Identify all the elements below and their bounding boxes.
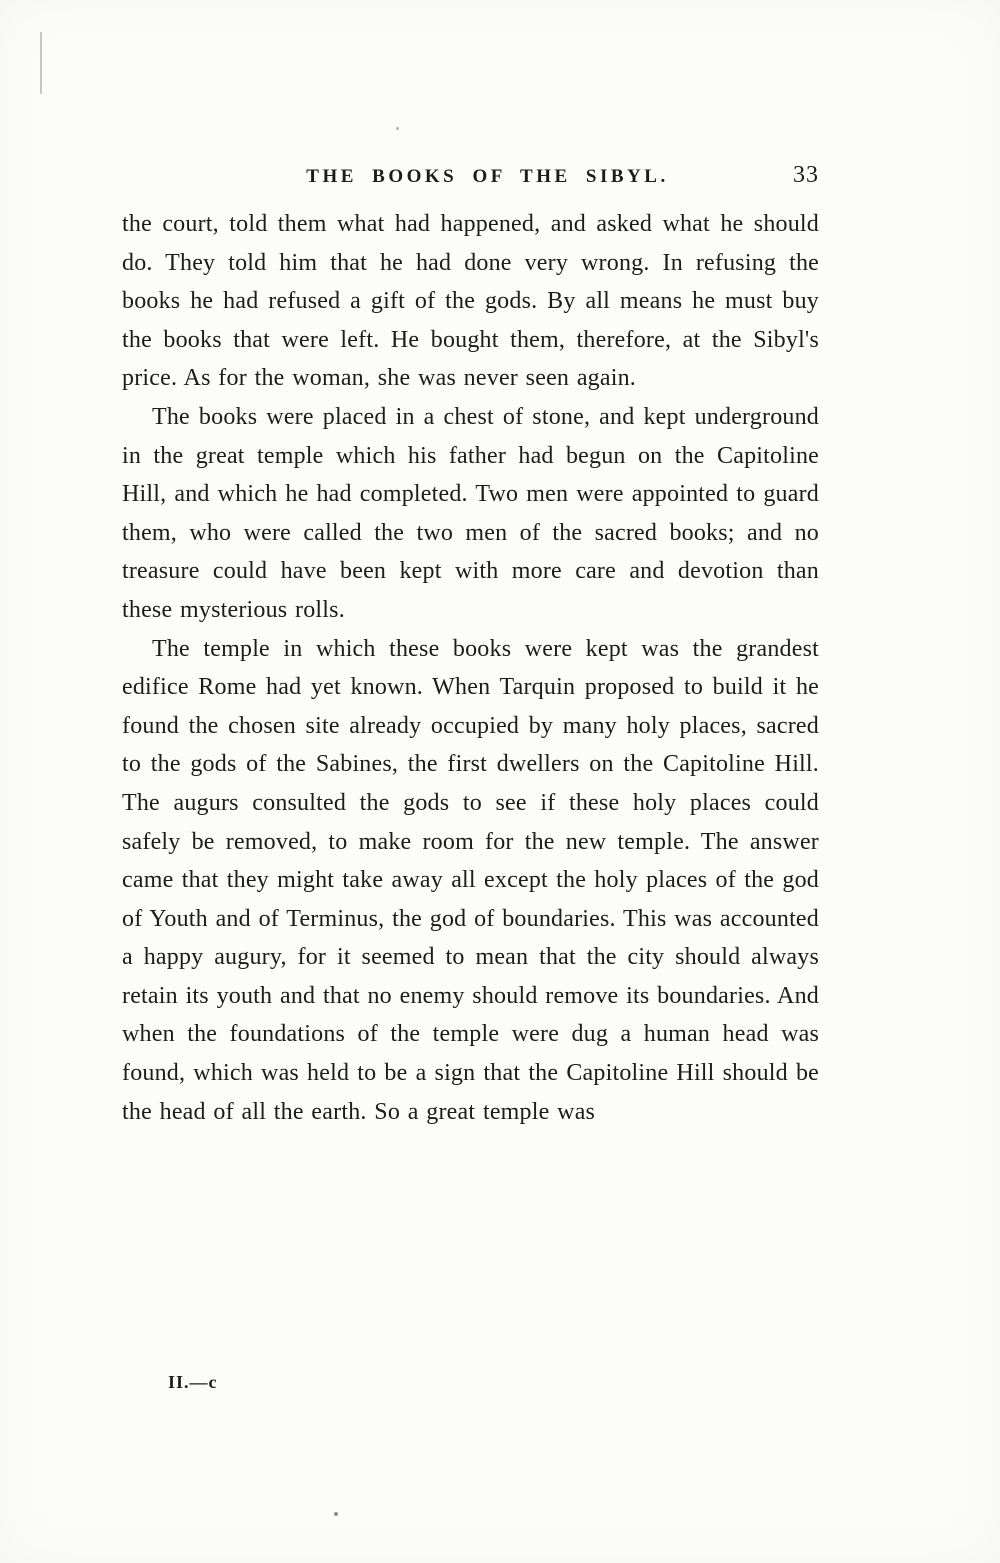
paragraph-2: The books were placed in a chest of stone, and kept underground in the great temple which his father had begun on the Capitoline Hill, and which he had completed. Two men were appointed to guard them, who were called the two men of the sacred books; and no treasure could have been kept with more care and devotion than these mysterious rolls. xyxy=(122,403,819,623)
scan-artifact-dot xyxy=(396,127,399,130)
signature-mark: II.—c xyxy=(168,1372,218,1392)
page-body xyxy=(122,205,819,1131)
paragraph-1: the court, told them what had happened, and asked what he should do. They told him that he had done very wrong. In refusing the books he had refused a gift of the gods. By all means he must buy the books that were left. He bought them, therefore, at the Sibyl's price. As for the woman, she was never seen again. xyxy=(122,211,819,392)
page-number: 33 xyxy=(793,162,819,188)
paragraph-3: The temple in which these books were kept was the grandest edifice Rome had yet known. When Tarquin proposed to build it he found the chosen site already occupied by many holy places, sacred to the gods of the Sabines, the first dwellers on the Capitoline Hill. The augurs consulted the gods to see if these holy places could safely be removed, to make room for the new temple. The answer came that they might take away all except the holy places of the god of Youth and of Terminus, the god of boundaries. This was accounted a happy augury, for it seemed to mean that the city should always retain its youth and that no enemy should remove its boundaries. And when the foundations of the temple were dug a human head was found, which was held to be a sign that the Capitoline Hill should be the head of all the earth. So a great temple was xyxy=(122,635,819,1125)
page-header xyxy=(122,162,819,189)
scan-artifact-dot xyxy=(334,1512,338,1516)
running-title: THE BOOKS OF THE SIBYL. xyxy=(306,166,669,187)
scan-artifact-line xyxy=(40,32,42,94)
